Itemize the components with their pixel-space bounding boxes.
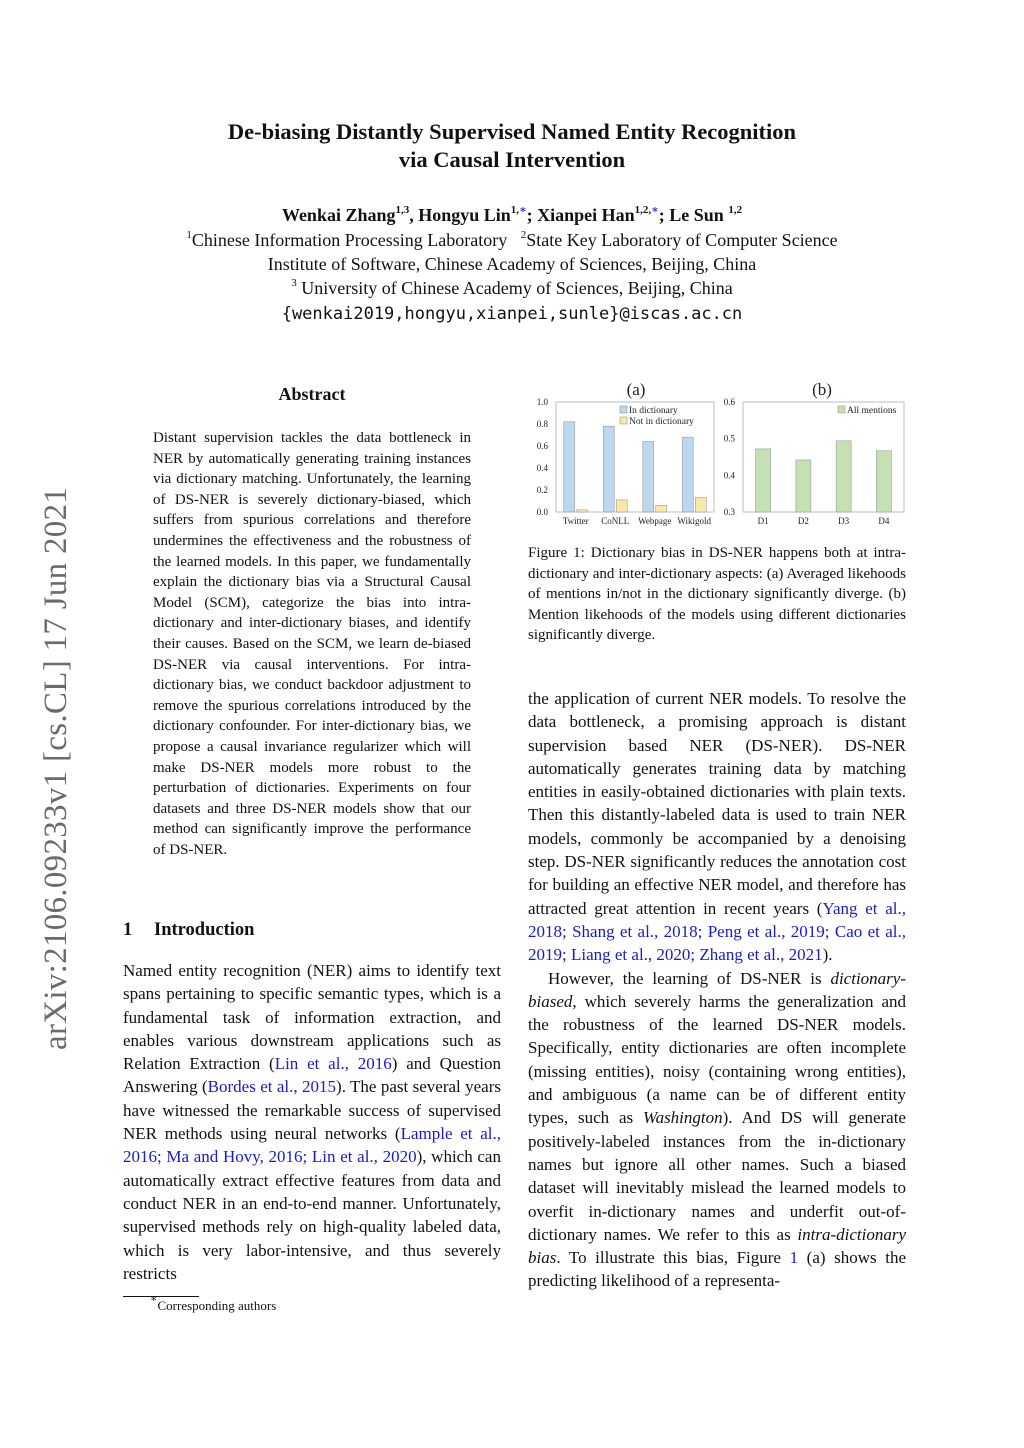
legend-label: All mentions [847,406,897,416]
paper-title [0,118,1024,174]
footnote-link[interactable]: ∗ [651,204,659,216]
y-tick-label: 0.6 [536,441,548,451]
y-tick-label: 1.0 [536,397,548,407]
x-tick-label: Twitter [562,516,589,526]
abstract-text: Distant supervision tackles the data bottleneck in NER by automatically generating training instances via dictionary matching. Unfortunately, the learning of DS-NER is severely dictionary-biased, which suffers from spurious correlations and therefore undermines the effectiveness and the robustness of the learned models. In this paper, we fundamentally explain the dictionary bias via a Structural Causal Model (SCM), categorize the bias into intra-dictionary and inter-dictionary biases, and identify their causes. Based on the SCM, we learn de-biased DS-NER via causal interventions. For intra-dictionary bias, we conduct backdoor adjustment to remove the spurious correlations introduced by the dictionary confounder. For inter-dictionary bias, we propose a causal invariance regularizer which will make DS-NER models more robust to the perturbation of dictionaries. Experiments on four datasets and three DS-NER models show that our method can significantly improve the performance of DS-NER. [153,430,471,858]
author-affil: 1,3 [395,204,410,216]
author-name: Xianpei Han [537,205,635,225]
citation-link[interactable]: Lample et al., 2016; Ma and Hovy, 2016; Lin et al., 2020 [123,1124,502,1167]
author-list: Wenkai Zhang$^{1,3}$, Hongyu Lin$^{1,∗}$; Xianpei Han$^{1,2,∗}$; Le Sun $^{1,2}$ [281,204,743,225]
abstract-heading: Abstract [278,384,346,404]
paragraph: the application of current NER models. To resolve the data bottleneck, a promising approach is distant supervision based NER (DS-NER). DS-NER automatically generates training data by matching entities in easily-obtained dictionaries with plain texts. Then this distantly-labeled data is used to train NER models, commonly be accompanied by a denoising step. DS-NER significantly reduces the annotation cost for building an effective NER model, and therefore has attracted great attention in recent years (Yang et al., 2018; Shang et al., 2018; Peng et al., 2019; Cao et al., 2019; Liang et al., 2020; Zhang et al., 2021). [528,689,906,965]
affiliation-line-3: $^3$ University of Chinese Academy of Sciences, Beijing, China [291,277,733,298]
section-heading [123,920,254,941]
bar [836,441,851,512]
figure-caption: Figure 1: Dictionary bias in DS-NER happens both at intra-dictionary and inter-dictionary aspects: (a) Averaged likehoods of mentions in/not in the dictionary significantly diverge. (b) Mention likehoods of the models using different dictionaries significantly diverge. [528,545,906,644]
author-emails: {wenkai2019,hongyu,xianpei,sunle}@iscas.ac.cn [281,304,743,324]
bar [796,460,811,512]
bar [643,442,654,512]
y-tick-label: 0.3 [723,507,735,517]
x-tick-label: D3 [838,516,850,526]
y-tick-label: 0.6 [723,397,735,407]
author-name: Wenkai Zhang [281,205,396,225]
footnote: ∗Corresponding authors [150,1293,277,1313]
bar [695,498,706,512]
paragraph: However, the learning of DS-NER is dictionary-biased, which severely harms the generalization and the robustness of the learned DS-NER models. Specifically, entity dictionaries are often incomplete (missing entities), noisy (containing wrong entities), and ambiguous (a name can be of different entity types, such as Washington). And DS will generate positively-labeled instances from the in-dictionary names but ignore all other names. Such a biased dataset will inevitably mislead the learned models to overfit in-dictionary names and underfit out-of-dictionary names. We refer to this as intra-dictionary bias. To illustrate this bias, Figure 1 (a) shows the predicting likelihood of a representa- [528,968,906,1291]
legend-label: Not in dictionary [629,417,694,427]
section-title: Introduction [154,920,255,940]
affiliation-line-2: Institute of Software, Chinese Academy of Sciences, Beijing, China [267,254,757,274]
affiliation-line-1: $^1$Chinese Information Processing Laboratory $^2$State Key Laboratory of Computer Science [186,229,838,250]
arxiv-identifier: arXiv:2106.09233v1 [cs.CL] 17 Jun 2021 [38,486,74,1050]
figure-reference-link[interactable]: 1 [789,1248,799,1268]
citation-link[interactable]: Bordes et al., 2015 [207,1077,337,1097]
y-tick-label: 0.0 [536,507,548,517]
intro-paragraph: Named entity recognition (NER) aims to identify text spans pertaining to specific semantic types, which is a fundamental task of information extraction, and enables various downstream applications such as Relation Extraction (Lin et al., 2016) and Question Answering (Bordes et al., 2015). The past several years have witnessed the remarkable success of supervised NER methods using neural networks (Lample et al., 2016; Ma and Hovy, 2016; Lin et al., 2020), which can automatically extract effective features from data and conduct NER in an end-to-end manner. Unfortunately, supervised methods rely on high-quality labeled data, which is very labor-intensive, and thus severely restricts [123,961,502,1283]
title-line-1: De-biasing Distantly Supervised Named Entity Recognition [227,119,797,144]
bar [656,505,667,512]
bar [564,422,575,512]
legend-swatch [838,406,845,413]
bar [603,426,614,512]
y-tick-label: 0.8 [536,419,548,429]
legend-swatch [620,406,627,413]
right-column-text [528,687,906,1293]
figure-1 [520,378,910,528]
section-number: 1 [123,920,133,940]
bar [682,437,693,512]
bar [876,451,891,512]
x-tick-label: Webpage [638,516,672,526]
citation-link[interactable]: Lin et al., 2016 [274,1054,392,1074]
author-affil: 1,2, [634,204,652,216]
panel-title: (b) [812,380,832,399]
footnote-divider [123,1296,199,1297]
y-tick-label: 0.2 [536,485,548,495]
author-name: Le Sun [669,205,724,225]
x-tick-label: Wikigold [677,516,712,526]
bar [616,500,627,512]
x-tick-label: D2 [797,516,809,526]
legend-label: In dictionary [629,406,678,416]
footnote-link[interactable]: ∗ [519,204,527,216]
title-line-2: via Causal Intervention [398,147,626,172]
author-affil: 1,2 [728,204,743,216]
y-tick-label: 0.4 [723,470,735,481]
y-tick-label: 0.4 [536,463,548,473]
panel-title: (a) [626,380,646,399]
author-affil: 1, [510,204,520,216]
x-tick-label: D4 [878,516,890,526]
y-tick-label: 0.5 [723,433,735,444]
x-tick-label: D1 [757,516,769,526]
legend-swatch [620,417,627,424]
bar [756,449,771,512]
author-name: Hongyu Lin [418,205,511,225]
x-tick-label: CoNLL [601,516,630,526]
citation-link[interactable]: Yang et al., 2018; Shang et al., 2018; Peng et al., 2019; Cao et al., 2019; Liang et al., 2020; Zhang et al., 2021 [528,898,906,965]
bar [577,510,588,512]
